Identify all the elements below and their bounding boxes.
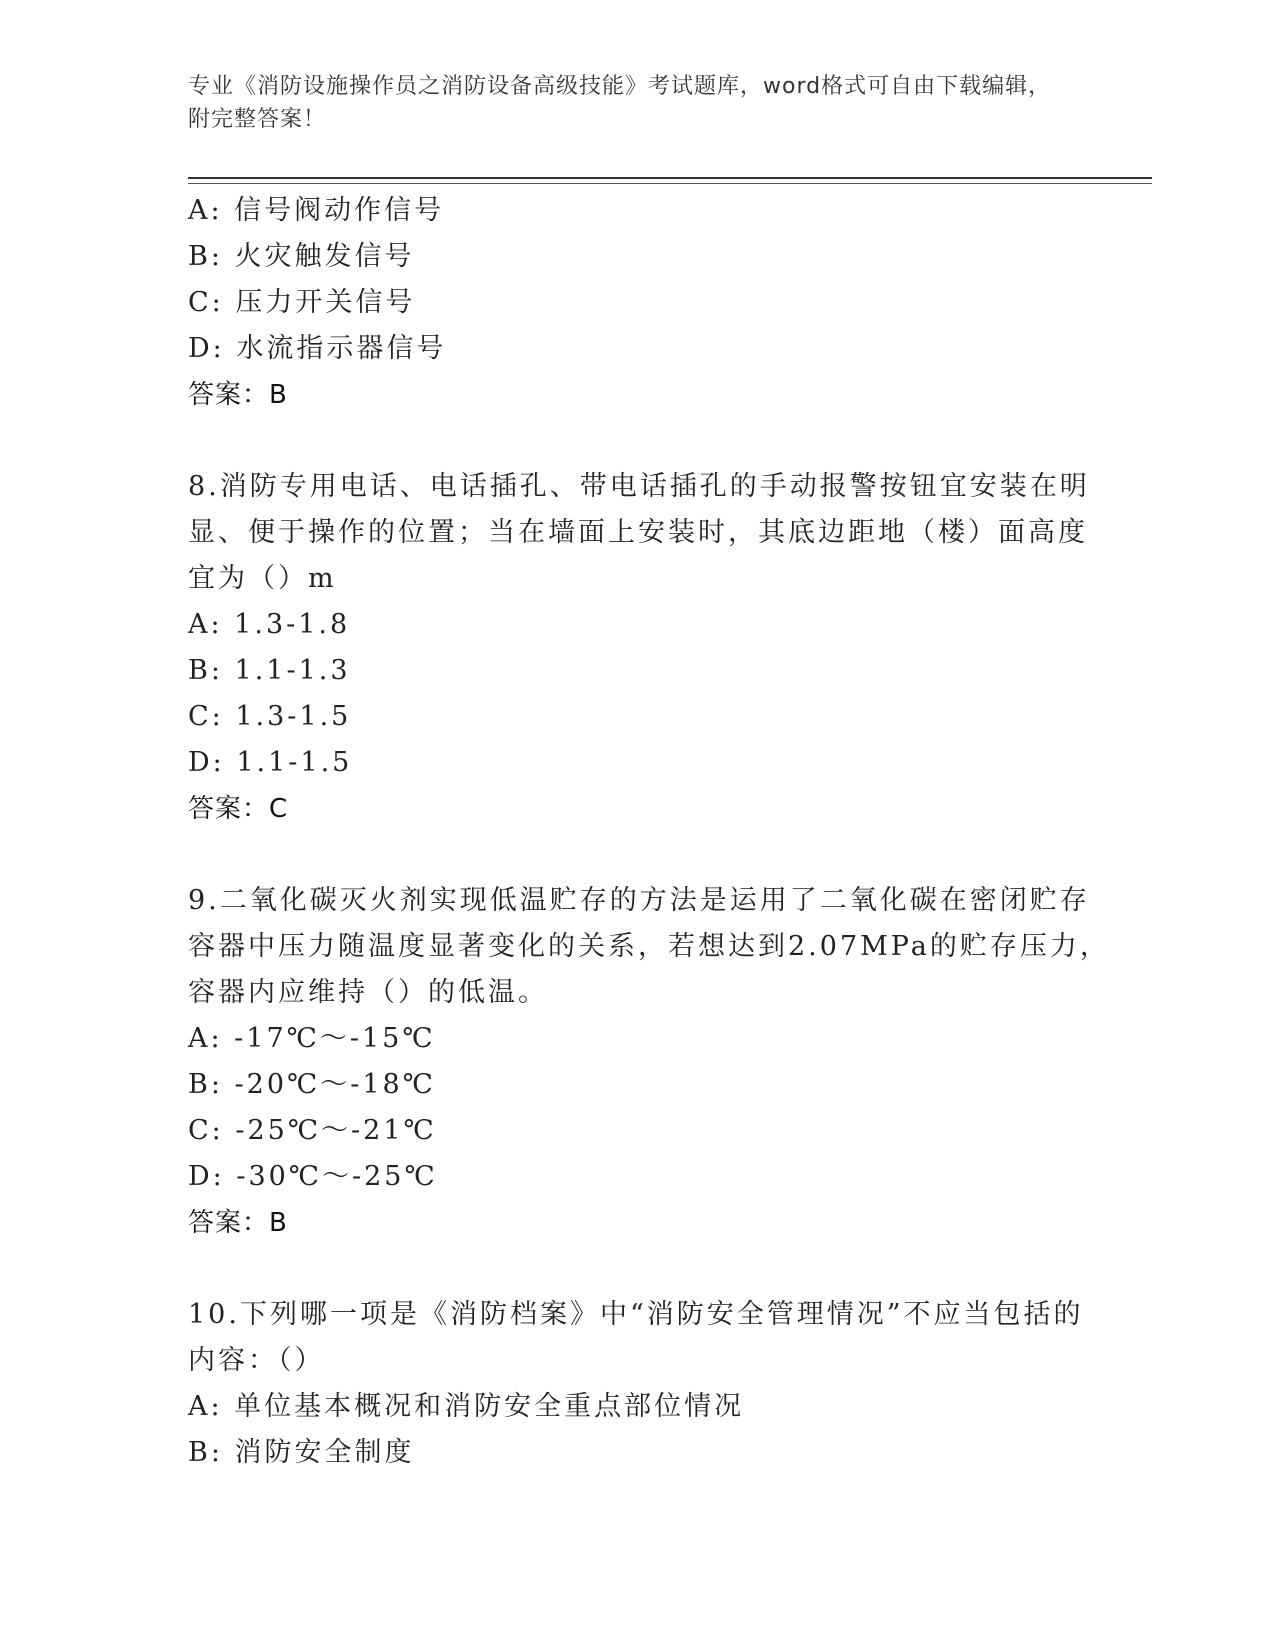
option-c: C: 压力开关信号 bbox=[188, 287, 416, 318]
spacer bbox=[188, 418, 1088, 464]
option-b: B: 1.1-1.3 bbox=[188, 655, 351, 686]
question-text-line: 9.二氧化碳灭火剂实现低温贮存的方法是运用了二氧化碳在密闭贮存 bbox=[188, 885, 1090, 916]
question-10-block bbox=[188, 1292, 1088, 1476]
option-b: B: 火灾触发信号 bbox=[188, 241, 415, 272]
option-d: D: -30℃～-25℃ bbox=[188, 1161, 438, 1192]
option-c: C: 1.3-1.5 bbox=[188, 701, 352, 732]
question-text-line: 容器中压力随温度显著变化的关系，若想达到2.07MPa的贮存压力， bbox=[188, 931, 1110, 962]
question-7-block bbox=[188, 188, 1088, 418]
option-a: A: 信号阀动作信号 bbox=[188, 195, 445, 226]
question-9-block bbox=[188, 878, 1110, 1246]
header-divider-thin bbox=[188, 183, 1152, 184]
question-8-block bbox=[188, 464, 1088, 832]
option-b: B: 消防安全制度 bbox=[188, 1437, 415, 1468]
option-c: C: -25℃～-21℃ bbox=[188, 1115, 437, 1146]
question-text-line: 8.消防专用电话、电话插孔、带电话插孔的手动报警按钮宜安装在明 bbox=[188, 471, 1090, 502]
answer-line: 答案：C bbox=[188, 794, 289, 824]
question-content bbox=[188, 188, 1110, 1476]
option-a: A: 单位基本概况和消防安全重点部位情况 bbox=[188, 1391, 745, 1422]
header-divider-thick bbox=[188, 177, 1152, 179]
option-b: B: -20℃～-18℃ bbox=[188, 1069, 436, 1100]
option-a: A: 1.3-1.8 bbox=[188, 609, 351, 640]
option-d: D: 水流指示器信号 bbox=[188, 333, 447, 364]
question-text-line: 显、便于操作的位置；当在墙面上安装时，其底边距地（楼）面高度 bbox=[188, 517, 1088, 548]
question-text-line: 宜为（）m bbox=[188, 563, 337, 594]
question-text-line: 10.下列哪一项是《消防档案》中“消防安全管理情况”不应当包括的 bbox=[188, 1299, 1084, 1330]
question-text-line: 内容：（） bbox=[188, 1345, 325, 1376]
option-a: A: -17℃～-15℃ bbox=[188, 1023, 436, 1054]
spacer bbox=[188, 1246, 1088, 1292]
answer-line: 答案：B bbox=[188, 1208, 288, 1238]
question-text-line: 容器内应维持（）的低温。 bbox=[188, 977, 548, 1008]
answer-line: 答案：B bbox=[188, 380, 288, 410]
option-d: D: 1.1-1.5 bbox=[188, 747, 353, 778]
spacer bbox=[188, 832, 1088, 878]
document-header: 专业《消防设施操作员之消防设备高级技能》考试题库，word格式可自由下载编辑，附完整答案！ bbox=[188, 74, 1052, 132]
